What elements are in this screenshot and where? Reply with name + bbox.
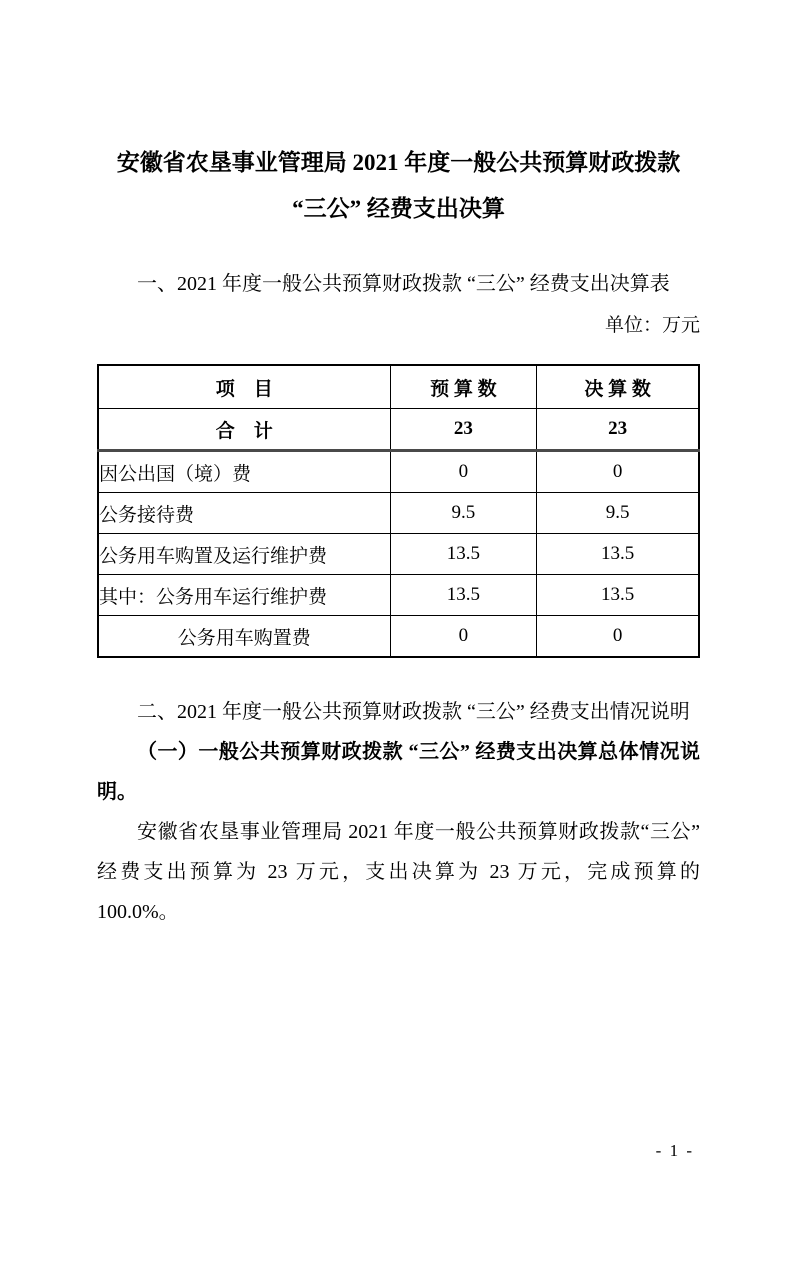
three-public-expense-table xyxy=(97,364,700,658)
section-2-heading: 二、2021 年度一般公共预算财政拨款 “三公” 经费支出情况说明 xyxy=(137,701,690,723)
column-header-item: 项 目 xyxy=(98,365,390,409)
unit-label: 单位：万元 xyxy=(604,315,700,336)
table-header-row xyxy=(98,365,699,409)
table-row-vehicle-purchase xyxy=(98,616,699,658)
table-row-reception xyxy=(98,493,699,534)
document-page xyxy=(0,140,794,1263)
column-header-final: 决 算 数 xyxy=(537,365,699,409)
row-item-label: 公务用车购置及运行维护费 xyxy=(98,534,390,575)
section-1-heading: 一、2021 年度一般公共预算财政拨款 “三公” 经费支出决算表 xyxy=(137,273,670,295)
table-row-total xyxy=(98,409,699,451)
document-title xyxy=(97,140,700,232)
row-final-value: 9.5 xyxy=(537,493,699,534)
row-final-value: 13.5 xyxy=(537,534,699,575)
row-item-label: 合 计 xyxy=(98,409,390,451)
row-item-label: 公务接待费 xyxy=(98,493,390,534)
document-title-line1: 安徽省农垦事业管理局 2021 年度一般公共预算财政拨款 xyxy=(116,150,681,175)
row-budget-value: 13.5 xyxy=(390,575,537,616)
document-title-line2: “三公” 经费支出决算 xyxy=(292,196,505,221)
row-final-value: 0 xyxy=(537,616,699,658)
page-number: - 1 - xyxy=(655,1141,694,1160)
row-final-value: 23 xyxy=(537,409,699,451)
row-budget-value: 23 xyxy=(390,409,537,451)
row-budget-value: 0 xyxy=(390,451,537,493)
row-item-label: 因公出国（境）费 xyxy=(98,451,390,493)
row-budget-value: 9.5 xyxy=(390,493,537,534)
row-item-label: 其中：公务用车运行维护费 xyxy=(98,575,390,616)
row-final-value: 13.5 xyxy=(537,575,699,616)
table-row-vehicle-operation xyxy=(98,575,699,616)
table-row-vehicle-total xyxy=(98,534,699,575)
section-2-paragraph: 安徽省农垦事业管理局 2021 年度一般公共预算财政拨款“三公” 经费支出预算为 23 万元，支出决算为 23 万元，完成预算的 100.0%。 xyxy=(97,821,700,923)
row-final-value: 0 xyxy=(537,451,699,493)
document-content xyxy=(0,140,794,932)
column-header-budget: 预 算 数 xyxy=(390,365,537,409)
row-budget-value: 0 xyxy=(390,616,537,658)
row-budget-value: 13.5 xyxy=(390,534,537,575)
section-2-subheading: （一）一般公共预算财政拨款 “三公” 经费支出决算总体情况说明。 xyxy=(97,741,700,803)
row-item-label: 公务用车购置费 xyxy=(98,616,390,658)
table-row-abroad xyxy=(98,451,699,493)
